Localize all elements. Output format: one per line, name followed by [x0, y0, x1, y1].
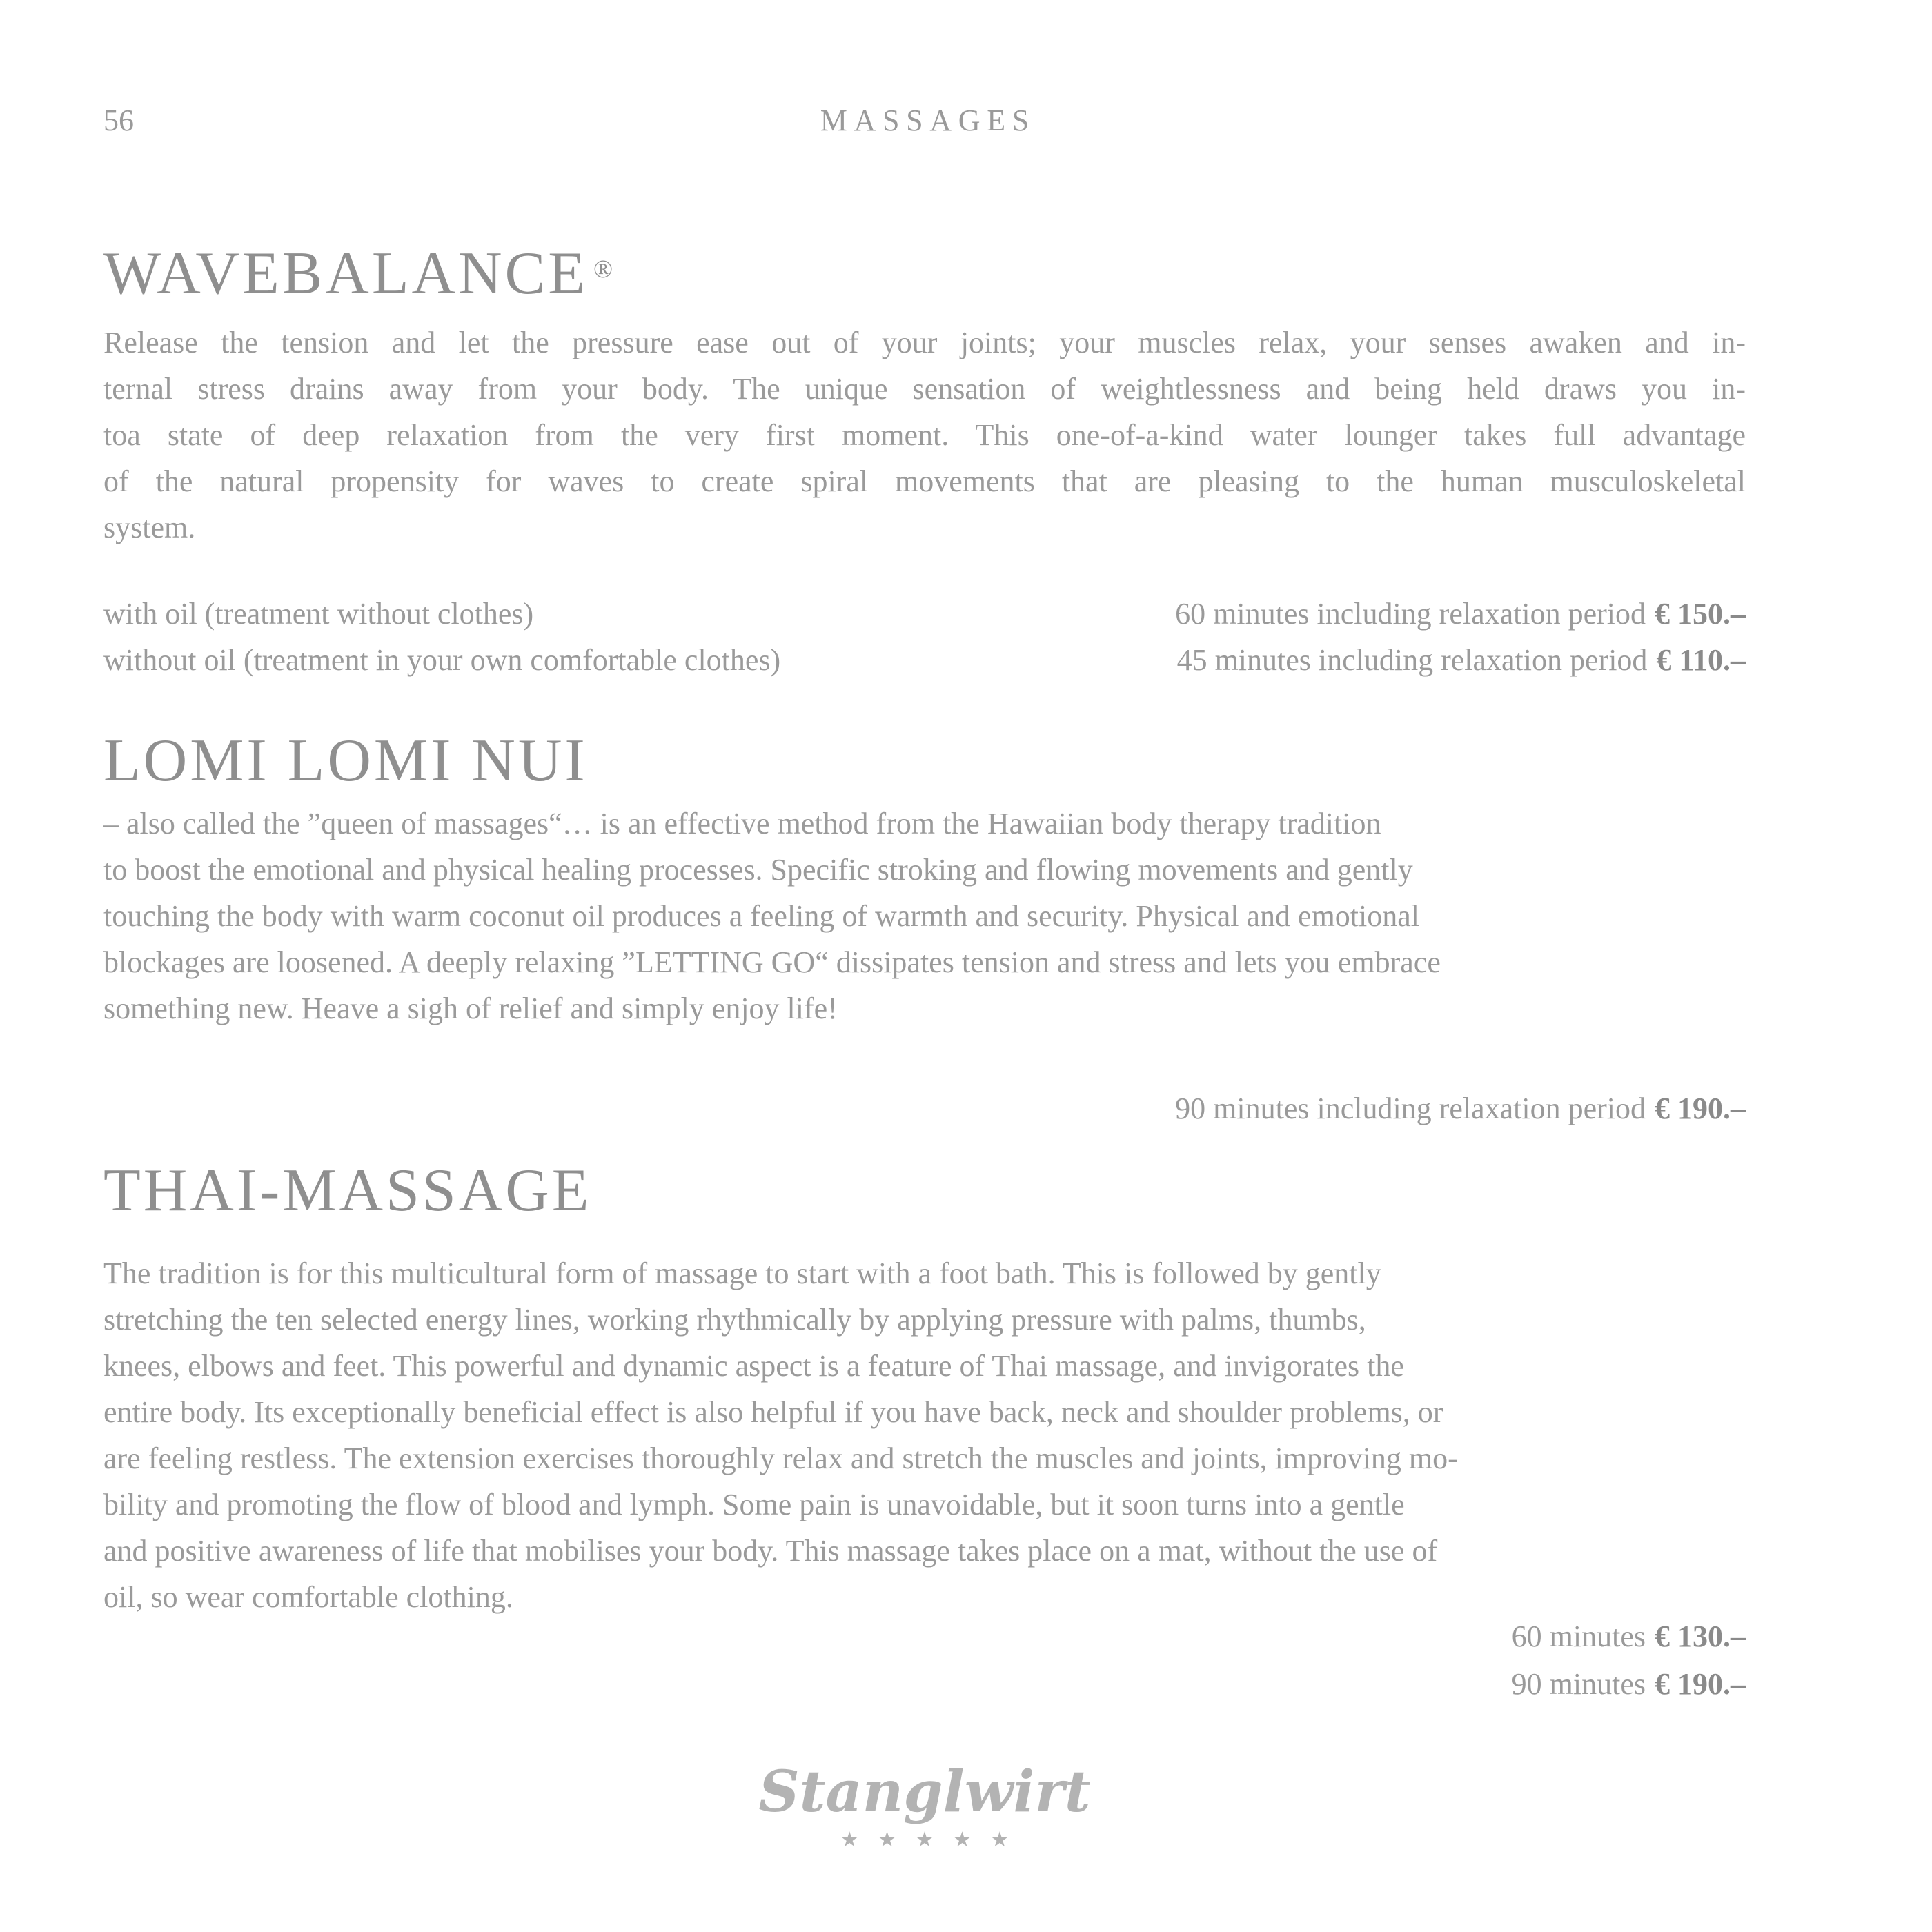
price-duration: 90 minutes — [1511, 1667, 1646, 1701]
price-right — [1512, 1613, 1746, 1660]
price-value: € 150.– — [1655, 597, 1746, 631]
price-value: € 130.– — [1655, 1619, 1746, 1653]
section-title-text: WAVEBALANCE — [103, 239, 588, 307]
body-line: stretching the ten selected energy lines, working rhythmically by applying pressure with palms, thumbs, — [103, 1303, 1366, 1337]
body-line: are feeling restless. The extension exercises thoroughly relax and stretch the muscles and joints, improving mo- — [103, 1441, 1458, 1475]
body-line: – also called the ”queen of massages“… is an effective method from the Hawaiian body therapy tradition — [103, 807, 1381, 840]
body-line: to boost the emotional and physical healing processes. Specific stroking and flowing movements and gently — [103, 853, 1413, 887]
lomi-prices — [103, 1085, 1746, 1132]
price-duration: 60 minutes including relaxation period — [1175, 597, 1646, 631]
price-row — [103, 1613, 1746, 1660]
body-line: and positive awareness of life that mobilises your body. This massage takes place on a mat, without the use of — [103, 1534, 1438, 1568]
price-label: without oil (treatment in your own comfortable clothes) — [103, 643, 781, 677]
body-line: Release the tension and let the pressure ease out of your joints; your muscles relax, your senses awaken and in- — [103, 326, 1746, 359]
price-row — [103, 1660, 1746, 1708]
body-line: of the natural propensity for waves to create spiral movements that are pleasing to the human musculoskeletal — [103, 464, 1746, 498]
body-line: system. — [103, 511, 196, 544]
thai-prices — [103, 1613, 1746, 1708]
lomi-paragraph — [103, 800, 1746, 1032]
page-number: 56 — [103, 103, 134, 137]
body-line: toa state of deep relaxation from the very first moment. This one-of-a-kind water lounger takes full advantage — [103, 418, 1746, 452]
wavebalance-prices — [103, 591, 1746, 683]
price-duration: 45 minutes including relaxation period — [1176, 643, 1648, 677]
body-line: touching the body with warm coconut oil produces a feeling of warmth and security. Physical and emotional — [103, 899, 1419, 933]
body-line: something new. Heave a sigh of relief and simply enjoy life! — [103, 992, 838, 1025]
body-line: The tradition is for this multicultural form of massage to start with a foot bath. This is followed by gently — [103, 1256, 1381, 1290]
five-star-rating: ★ ★ ★ ★ ★ — [840, 1828, 1016, 1852]
price-right — [1512, 1660, 1746, 1708]
price-right — [1175, 591, 1746, 637]
price-value: € 190.– — [1655, 1667, 1746, 1701]
price-row — [103, 1085, 1746, 1132]
section-title-thai-massage: THAI-MASSAGE — [103, 1157, 592, 1224]
body-line: blockages are loosened. A deeply relaxing ”LETTING GO“ dissipates tension and stress and lets you embrace — [103, 945, 1441, 979]
body-line: bility and promoting the flow of blood and lymph. Some pain is unavoidable, but it soon turns into a gentle — [103, 1488, 1405, 1521]
body-line: ternal stress drains away from your body. The unique sensation of weightlessness and being held draws you in- — [103, 372, 1746, 406]
price-duration: 60 minutes — [1511, 1619, 1646, 1653]
price-label: with oil (treatment without clothes) — [103, 597, 534, 631]
price-row — [103, 637, 1746, 683]
price-duration: 90 minutes including relaxation period — [1175, 1092, 1646, 1125]
price-value: € 110.– — [1656, 643, 1746, 677]
stanglwirt-logo: Stanglwirt — [758, 1759, 1091, 1825]
section-title-wavebalance — [103, 239, 1746, 307]
wavebalance-paragraph — [103, 319, 1746, 551]
price-right — [1175, 1085, 1746, 1132]
price-row — [103, 591, 1746, 637]
thai-paragraph — [103, 1250, 1746, 1620]
body-line: knees, elbows and feet. This powerful and dynamic aspect is a feature of Thai massage, and invigorates the — [103, 1349, 1404, 1383]
running-header: MASSAGES — [820, 103, 1036, 137]
registered-trademark-symbol: ® — [593, 255, 613, 283]
body-line: entire body. Its exceptionally beneficial effect is also helpful if you have back, neck and shoulder problems, or — [103, 1395, 1443, 1429]
price-right — [1177, 637, 1746, 683]
price-value: € 190.– — [1655, 1092, 1746, 1125]
body-line: oil, so wear comfortable clothing. — [103, 1580, 513, 1614]
section-title-lomi-lomi-nui: LOMI LOMI NUI — [103, 727, 588, 794]
